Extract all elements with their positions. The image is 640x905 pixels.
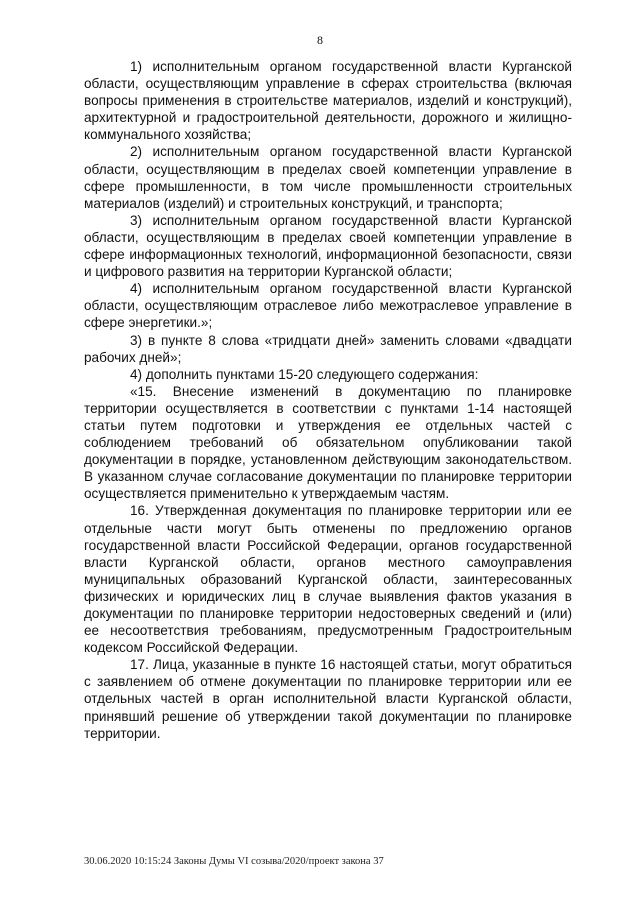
paragraph: 16. Утвержденная документация по планировке территории или ее отдельные части могут быть отменены по предложению органов государственной власти Российской Федерации, органов государственной власти Курганской области, органов местного самоуправления муниципальных образований Курганской области, заинтересованных физических и юридических лиц в случае выявления фактов указания в документации по планировке территории недостоверных сведений и (или) ее несоответствия требованиям, предусмотренным Градостроительным кодексом Российской Федерации. [84,503,572,656]
page-number: 8 [317,33,323,47]
paragraph: 1) исполнительным органом государственной власти Курганской области, осуществляющим управление в сферах строительства (включая вопросы применения в строительстве материалов, изделий и конструкций), архитектурной и градостроительной деятельности, дорожного и жилищно-коммунального хозяйства; [84,59,572,143]
paragraph: 2) исполнительным органом государственной власти Курганской области, осуществляющим в пределах своей компетенции управление в сфере промышленности, в том числе промышленности строительных материалов (изделий) и строительных конструкций, и транспорта; [84,144,572,211]
paragraph: 4) дополнить пунктами 15-20 следующего содержания: [130,366,479,382]
paragraph: «15. Внесение изменений в документацию по планировке территории осуществляется в соответствии с пунктами 1-14 настоящей статьи путем подготовки и утверждения ее отдельных частей с соблюдением требований об обязательном опубликовании такой документации в порядке, установленном действующим законодательством. В указанном случае согласование документации по планировке территории осуществляется применительно к утверждаемым частям. [84,383,572,502]
paragraph: 3) исполнительным органом государственной власти Курганской области, осуществляющим в пределах своей компетенции управление в сфере информационных технологий, информационной безопасности, связи и цифрового развития на территории Курганской области; [84,212,572,280]
document-body [84,58,572,742]
paragraph: 17. Лица, указанные в пункте 16 настоящей статьи, могут обратиться с заявлением об отмене документации по планировке территории или ее отдельных частей в орган исполнительной власти Курганской области, принявший решение об утверждении такой документации по планировке территории. [84,657,572,741]
paragraph: 3) в пункте 8 слова «тридцати дней» заменить словами «двадцати рабочих дней»; [84,332,572,365]
document-footer: 30.06.2020 10:15:24 Законы Думы VI созыва/2020/проект закона 37 [84,856,384,867]
paragraph: 4) исполнительным органом государственной власти Курганской области, осуществляющим отраслевое либо межотраслевое управление в сфере энергетики.»; [84,281,572,331]
